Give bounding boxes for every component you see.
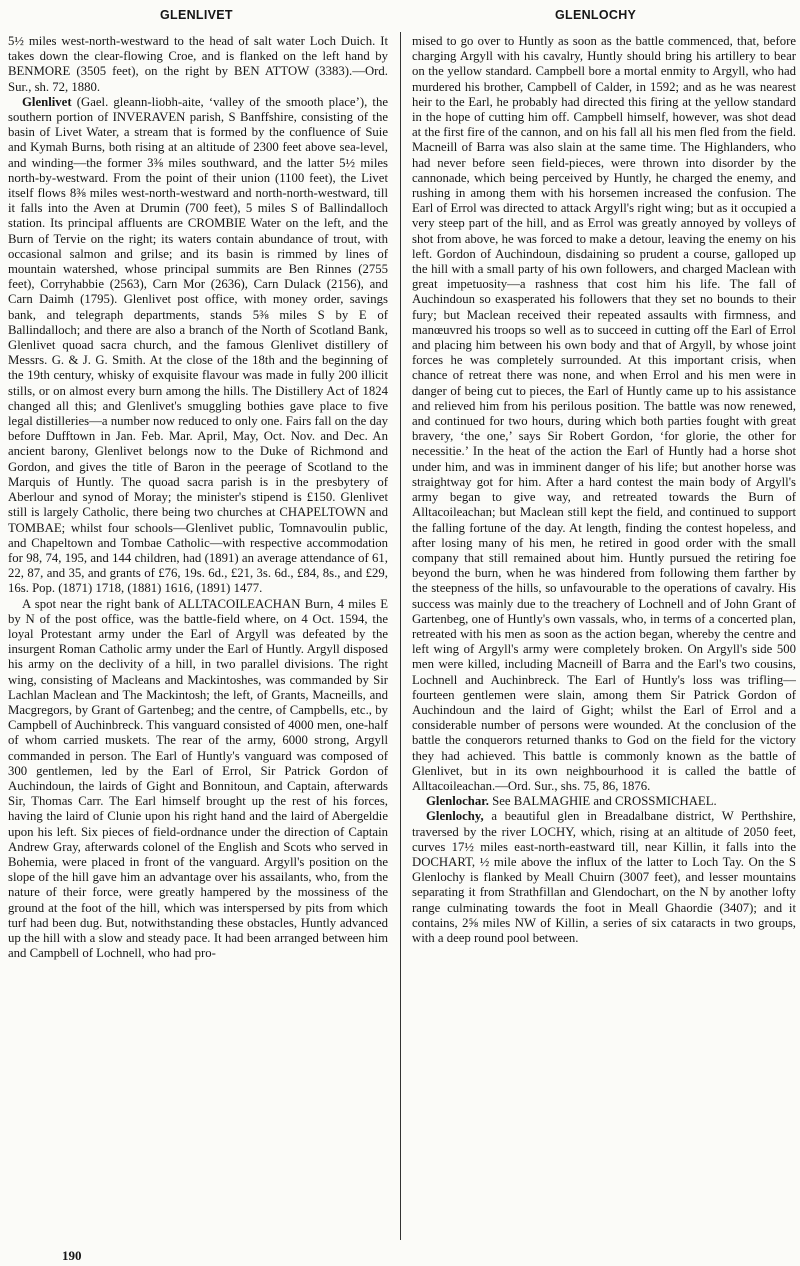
entry-text: a beautiful glen in Breadalbane district, W Perthshire, traversed by the river LOCHY, which, rising at an altitude of 2050 feet, curves 17½ miles east-north-eastward till, near Killin, it falls into the DOCHART, ½ mile above the influx of the latter to Loch Tay. On the S Glenlochy is flanked by Meall Chuirn (3007 feet), and lesser mountains separating it from Strathfillan and Glendochart, on the N by another lofty range culminating towards the foot in Meall Ghaordie (3407); and it contains, 2⅝ miles NW of Killin, a series of six cataracts in two groups, with a deep round pool between. (412, 809, 796, 945)
entry-text: See BALMAGHIE and CROSSMICHAEL. (492, 794, 717, 809)
entry-headword: Glenlivet (22, 94, 72, 109)
entry-paragraph (8, 95, 388, 597)
column-divider (400, 32, 401, 1240)
entry-text: 5½ miles west-north-westward to the head of salt water Loch Duich. It takes down the clear-flowing Croe, and is flanked on the left hand by BENMORE (3505 feet), on the right by BEN ATTOW (3383).—Ord. Sur., sh. 72, 1880. (8, 34, 388, 94)
page-number: 190 (62, 1248, 82, 1263)
running-head-left: GLENLIVET (160, 8, 233, 22)
entry-text: mised to go over to Huntly as soon as the battle commenced, that, before charging Argyll with his cavalry, Huntly should bring his artillery to bear on the yellow standard. Campbell bore a mortal enmity to Argyll, who had murdered his brother, Campbell of Calder, in 1592; and as he was nearest heir to the Earl, he probably had directed this firing at the yellow standard in the hope of cutting him off. Campbell himself, however, was shot dead at the first fire of the cannon, and on his fall all his men fled from the field. Macneill of Barra was also slain at the same time. The Highlanders, who had never before seen field-pieces, were thrown into disorder by the cannonade, which being perceived by Huntly, he charged the enemy, and rushing in among them with his horsemen increased the confusion. The Earl of Errol was directed to attack Argyll's right wing; but as it occupied a very steep part of the hill, and as Errol was greatly annoyed by volleys of shot from above, he was forced to make a detour, leaving the enemy on his left. Gordon of Auchindoun, disdaining so prudent a course, galloped up the hill with a small party of his own followers, and charged Maclean with great impetuosity—a rashness that cost him his life. The fall of Auchindoun so exasperated his followers that they set no bounds to their fury; but Maclean received their repeated assaults with firmness, and manœuvred his troops so well as to succeed in cutting off the Earl of Errol and placing him between his own body and that of Argyll, by whose joint forces he was completely surrounded. At this important crisis, when chance of retreat there was none, and when Errol and his men were in danger of being cut to pieces, the Earl of Huntly came up to his assistance and relieved him from his perilous position. The battle was now renewed, and continued for two hours, during which both parties fought with great bravery, ‘the one,’ says Sir Robert Gordon, ‘for glorie, the other for necessitie.’ In the heat of the action the Earl of Huntly had a horse shot under him, and was in imminent danger of his life; but another horse was straightway got for him. After a hard contest the main body of Argyll's army began to give way, and retreated towards the Burn of Alltacoileachan; but Maclean still kept the field, and continued to support the falling fortune of the day. At length, finding the contest hopeless, and after losing many of his men, he retired in good order with the small company that still remained about him. Huntly pursued the retiring foe beyond the burn, when he was hindered from following them farther by the steepness of the hills, so unfavourable to the operations of cavalry. His success was mainly due to the treachery of Lochnell and of John Grant of Gartenbeg, one of Huntly's own vassals, who, in terms of a concerted plan, retreated with his men as soon as the action began, whereby the centre and left wing of Argyll's army were completely broken. On Argyll's side 500 men were killed, including Macneill of Barra and the Earl's two cousins, Lochnell and Auchinbreck. The Earl of Huntly's loss was trifling—fourteen gentlemen were slain, among them Sir Patrick Gordon of Auchindoun and the laird of Gight; whilst the Earl of Errol and a considerable number of persons were wounded. At the conclusion of the battle the conquerors returned thanks to God on the field for the victory they had achieved. This battle is commonly known as the battle of Glenlivet, but in its own neighbourhood it is called the battle of Alltacoileachan.—Ord. Sur., shs. 75, 86, 1876. (412, 34, 796, 793)
entry-paragraph (412, 809, 796, 946)
entry-paragraph (412, 794, 796, 809)
entry-headword: Glenlochy, (426, 809, 484, 824)
entry-paragraph (412, 34, 796, 794)
entry-paragraph (8, 34, 388, 95)
right-column (412, 34, 796, 1246)
running-head-right: GLENLOCHY (555, 8, 637, 22)
entry-text: A spot near the right bank of ALLTACOILEACHAN Burn, 4 miles E by N of the post office, was the battle-field where, on 4 Oct. 1594, the loyal Protestant army under the Earl of Argyll was defeated by the insurgent Roman Catholic army under the Earl of Huntly. Argyll disposed his army on the declivity of a hill, in two parallel divisions. The right wing, consisting of Macleans and Mackintoshes, was commanded by Sir Lachlan Maclean and The Mackintosh; the left, of Grants, Macneills, and Macgregors, by Grant of Gartenbeg; and the centre, of Campbells, etc., by Campbell of Auchinbreck. This vanguard consisted of 4000 men, one-half of whom carried muskets. The rear of the army, 6000 strong, Argyll commanded in person. The Earl of Huntly's vanguard was composed of 300 gentlemen, led by the Earl of Errol, Sir Patrick Gordon of Auchindoun, the lairds of Gight and Bonnitoun, and Captain, afterwards Sir, Thomas Carr. The Earl himself brought up the rest of his forces, having the laird of Clunie upon his right hand and the laird of Abergeldie upon his left. Six pieces of field-ordnance under the direction of Captain Andrew Gray, afterwards colonel of the English and Scots who served in Bohemia, were placed in front of the vanguard. Argyll's position on the slope of the hill gave him an advantage over his assailants, who, from the nature of their force, were greatly hampered by the mossiness of the ground at the foot of the hill, which was interspersed by pits from which turf had been dug. But, notwithstanding these obstacles, Huntly advanced up the hill with a slow and steady pace. It had been arranged between him and Campbell of Lochnell, who had pro- (8, 596, 388, 961)
entry-text: (Gael. gleann-liobh-aite, ‘valley of the smooth place’), the southern portion of INVERAVEN parish, S Banffshire, consisting of the basin of Livet Water, a stream that is formed by the confluence of Suie and Kymah Burns, both rising at an altitude of 2300 feet above sea-level, and winding—the former 3⅜ miles southward, and the latter 5½ miles north-by-westward. From the point of their union (1100 feet), the Livet itself flows 8⅜ miles west-north-westward and north-north-westward, till it falls into the Aven at Drumin (700 feet), 5 miles S of Ballindalloch station. Its principal affluents are CROMBIE Water on the left, and the Burn of Tervie on the right; its waters contain abundance of trout, with occasional salmon and grilse; and its basin is rimmed by lines of mountain watershed, whose principal summits are Ben Rinnes (2755 feet), Corryhabbie (2563), Carn Mor (2636), Carn Dulack (2156), and Carn Daimh (1795). Glenlivet post office, with money order, savings bank, and telegraph departments, stands 5⅜ miles S by E of Ballindalloch; and there are also a branch of the North of Scotland Bank, Glenlivet quoad sacra church, and the famous Glenlivet distillery of Messrs. G. & J. G. Smith. At the close of the 18th and the beginning of the 19th century, whisky of exquisite flavour was made in fully 200 illicit stills, or on almost every burn among the hills. The Distillery Act of 1824 changed all this; and Glenlivet's smuggling bothies gave place to five legal distilleries—a number now reduced to only one. Fairs fall on the day before Dufftown in Jan. Feb. Mar. April, May, Oct. Nov. and Dec. An ancient barony, Glenlivet belongs now to the Duke of Richmond and Gordon, and gives the title of Baron in the peerage of Scotland to the Marquis of Huntly. The quoad sacra parish is in the presbytery of Aberlour and synod of Moray; the minister's stipend is £150. Glenlivet still is largely Catholic, there being two churches at CHAPELTOWN and TOMBAE; whilst four schools—Glenlivet public, Tomnavoulin public, and Chapeltown and Tombae Catholic—with respective accommodation for 98, 74, 195, and 144 children, had (1891) an average attendance of 61, 22, 87, and 35, and grants of £76, 19s. 6d., £21, 3s. 6d., £84, 8s., and £29, 16s. Pop. (1871) 1718, (1881) 1616, (1891) 1477. (8, 94, 388, 596)
left-column (8, 34, 388, 1246)
entry-paragraph (8, 597, 388, 962)
entry-headword: Glenlochar. (426, 794, 489, 809)
